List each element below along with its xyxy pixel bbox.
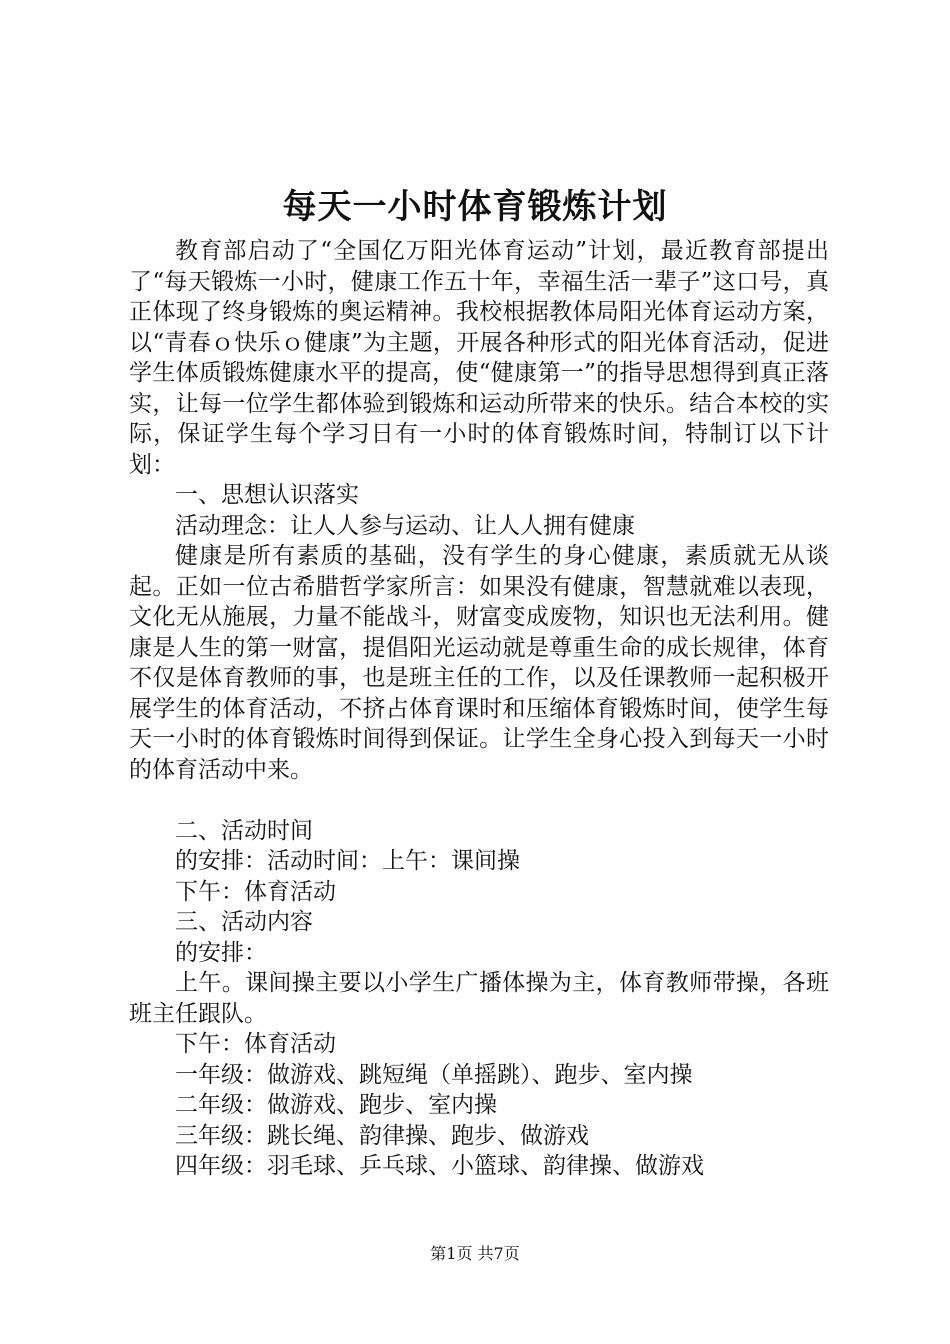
paragraph: 下午：体育活动 (175, 878, 336, 905)
list-item: 一年级：做游戏、跳短绳（单摇跳）、跑步、室内操 (175, 1061, 693, 1088)
paragraph: 健康是所有素质的基础，没有学生的身心健康，素质就无从谈起。正如一位古希腊哲学家所言：如果没有健康，智慧就难以表现，文化无从施展，力量不能战斗，财富变成废物，知识也无法利用。健康是人生的第一财富，提倡阳光运动就是尊重生命的成长规律，体育不仅是体育教师的事，也是班主任的工作，以及任课教师一起积极开展学生的体育活动，不挤占体育课时和压缩体育锻炼时间，使学生每天一小时的体育锻炼时间得到保证。让学生全身心投入到每天一小时的体育活动中来。 (129, 543, 829, 783)
list-item: 二年级：做游戏、跑步、室内操 (175, 1092, 497, 1118)
paragraph: 下午：体育活动 (175, 1031, 336, 1057)
section-heading: 二、活动时间 (175, 817, 313, 844)
document-title: 每天一小时体育锻炼计划 (282, 187, 668, 227)
paragraph: 活动理念：让人人参与运动、让人人拥有健康 (175, 512, 635, 539)
page-footer: 第1页 共7页 (430, 1244, 520, 1263)
section-heading: 一、思想认识落实 (175, 482, 359, 508)
document-body (129, 236, 829, 1182)
paragraph: 的安排：活动时间：上午：课间操 (175, 848, 520, 874)
list-item: 四年级：羽毛球、乒乓球、小篮球、韵律操、做游戏 (175, 1153, 704, 1179)
list-item: 三年级：跳长绳、韵律操、跑步、做游戏 (175, 1122, 589, 1149)
paragraph: 上午。课间操主要以小学生广播体操为主，体育教师带操，各班班主任跟队。 (129, 970, 829, 1027)
intro-paragraph: 教育部启动了“全国亿万阳光体育运动”计划，最近教育部提出了“每天锻炼一小时，健康工作五十年，幸福生活一辈子”这口号，真正体现了终身锻炼的奥运精神。我校根据教体局阳光体育运动方案，以“青春ｏ快乐ｏ健康”为主题，开展各种形式的阳光体育活动，促进学生体质锻炼健康水平的提高，使“健康第一”的指导思想得到真正落实，让每一位学生都体验到锻炼和运动所带来的快乐。结合本校的实际，保证学生每个学习日有一小时的体育锻炼时间，特制订以下计划： (129, 238, 829, 478)
blank-line (129, 785, 829, 816)
paragraph: 的安排： (175, 939, 267, 966)
section-heading: 三、活动内容 (175, 909, 313, 935)
